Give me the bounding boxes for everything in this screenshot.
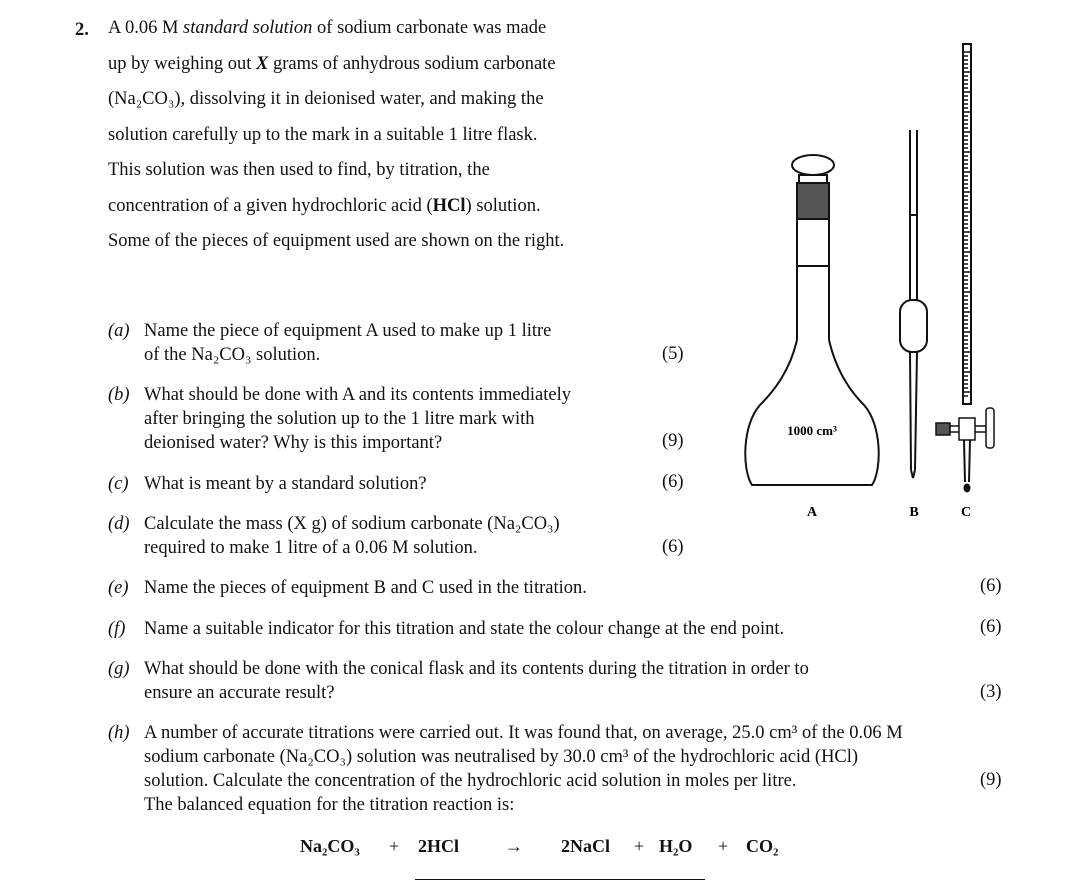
flask-stopper-cap bbox=[792, 155, 834, 175]
equation-reactant-1: Na₂CO₃ bbox=[300, 836, 360, 856]
equation-product-1: 2NaCl bbox=[561, 836, 610, 856]
intro-line-4: solution carefully up to the mark in a suitable 1 litre flask. bbox=[108, 125, 538, 145]
flask-stopper-neck bbox=[799, 175, 827, 183]
part-f-marks: (6) bbox=[980, 617, 1002, 637]
label-b: B bbox=[909, 505, 919, 520]
equation-arrow: → bbox=[505, 836, 523, 856]
part-d-label: (d) bbox=[108, 514, 130, 534]
part-a: (a) Name the piece of equipment A used to make up 1 litre of the Na₂CO₃ solution. bbox=[108, 321, 552, 365]
part-e: (e) Name the pieces of equipment B and C used in the titration. bbox=[108, 578, 587, 598]
equation-product-2: H₂O bbox=[659, 836, 693, 856]
equation-plus-3: + bbox=[718, 836, 729, 856]
part-a-marks: (5) bbox=[662, 344, 684, 364]
intro-line-5: This solution was then used to find, by titration, the bbox=[108, 160, 490, 180]
label-a: A bbox=[806, 505, 818, 520]
part-c: (c) What is meant by a standard solution? bbox=[108, 474, 427, 494]
intro-line-7: Some of the pieces of equipment used are shown on the right. bbox=[108, 231, 565, 251]
burette-tip bbox=[964, 484, 970, 492]
part-b-marks: (9) bbox=[662, 431, 684, 451]
part-h-label: (h) bbox=[108, 723, 130, 743]
part-c-label: (c) bbox=[108, 474, 129, 494]
flask-body bbox=[745, 340, 878, 485]
stopcock-handle-right bbox=[986, 408, 994, 448]
flask-stopper-plug bbox=[797, 183, 829, 219]
part-a-label: (a) bbox=[108, 321, 130, 341]
equation-plus-1: + bbox=[389, 836, 400, 856]
intro-line-2: up by weighing out X grams of anhydrous sodium carbonate bbox=[108, 54, 556, 74]
part-e-label: (e) bbox=[108, 578, 129, 598]
stopcock-handle-left bbox=[936, 423, 950, 435]
pipette bbox=[900, 130, 927, 478]
part-b: (b) What should be done with A and its contents immediately after bringing the solution up to the 1 litre mark with deionised water? Why is this important? bbox=[108, 385, 571, 453]
part-h: (h) A number of accurate titrations were carried out. It was found that, on average, 25.0 cm³ of the 0.06 M sodium carbonate (Na₂CO₃) solution was neutralised by 30.0 cm³ of the hydrochloric acid (HCl) solution. Calculate the concentration of the hydrochloric acid solution in moles per litre. The balanced equation for the titration reaction is: bbox=[108, 723, 903, 815]
part-g-marks: (3) bbox=[980, 682, 1002, 702]
part-g: (g) What should be done with the conical flask and its contents during the titration in order to ensure an accurate result? bbox=[108, 659, 809, 703]
section-divider bbox=[415, 879, 705, 880]
label-c: C bbox=[960, 505, 972, 520]
question-number: 2. bbox=[75, 20, 89, 40]
part-f-label: (f) bbox=[108, 619, 126, 639]
equipment-diagram bbox=[720, 30, 1020, 530]
stopcock-body bbox=[959, 418, 975, 440]
part-d: (d) Calculate the mass (X g) of sodium carbonate (Na₂CO₃) required to make 1 litre of a 0.06 M solution. bbox=[108, 514, 560, 558]
intro-line-3: (Na₂CO₃), dissolving it in deionised water, and making the bbox=[108, 89, 544, 109]
part-f: (f) Name a suitable indicator for this titration and state the colour change at the end point. bbox=[108, 619, 785, 639]
burette bbox=[936, 44, 994, 492]
part-b-label: (b) bbox=[108, 385, 130, 405]
pipette-bulb bbox=[900, 300, 927, 352]
intro-line-6: concentration of a given hydrochloric acid (HCl) solution. bbox=[108, 196, 541, 216]
part-h-marks: (9) bbox=[980, 770, 1002, 790]
part-g-label: (g) bbox=[108, 659, 130, 679]
equation-product-3: CO₂ bbox=[746, 836, 779, 856]
part-c-marks: (6) bbox=[662, 472, 684, 492]
flask-volume-label: 1000 cm³ bbox=[787, 423, 837, 438]
part-e-marks: (6) bbox=[980, 576, 1002, 596]
equation-reactant-2: 2HCl bbox=[418, 836, 460, 856]
equation-plus-2: + bbox=[634, 836, 645, 856]
intro-line-1: A 0.06 M standard solution of sodium carbonate was made bbox=[108, 18, 547, 38]
part-d-marks: (6) bbox=[662, 537, 684, 557]
